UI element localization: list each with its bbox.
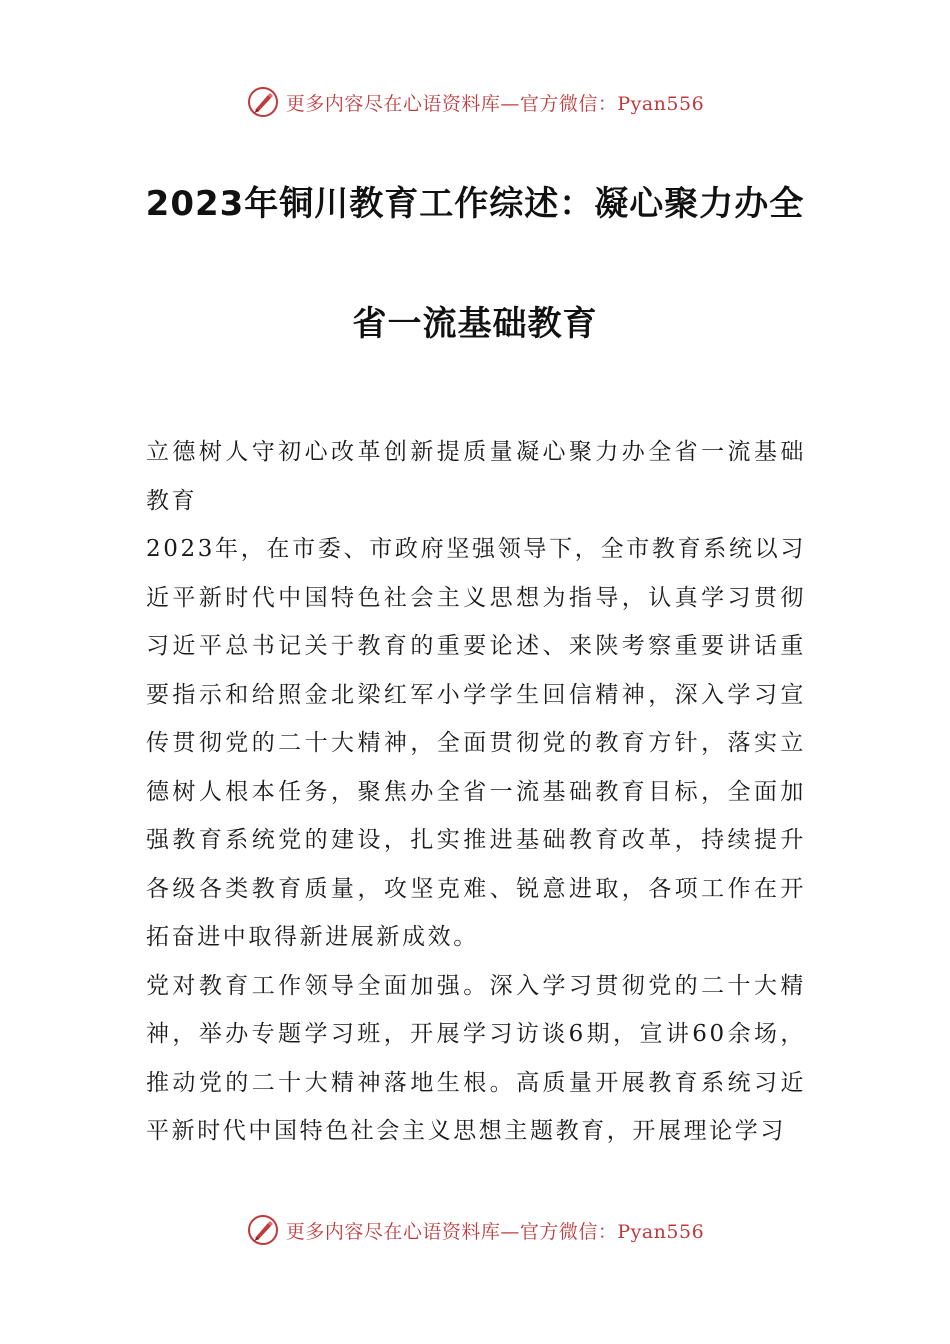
document-title-line-1: 2023年铜川教育工作综述：凝心聚力办全 [145,184,805,224]
paragraph-subtitle: 立德树人守初心改革创新提质量凝心聚力办全省一流基础教育 [146,439,806,514]
pen-logo-icon [246,85,280,119]
pen-logo-icon [246,1213,280,1247]
watermark-text [286,1217,704,1244]
footer-watermark-banner [0,1210,950,1250]
watermark-contact: 官方微信：Pyan556 [519,92,705,115]
header-watermark-banner [0,82,950,122]
watermark-contact: 官方微信：Pyan556 [519,1220,705,1243]
watermark-text [286,89,704,116]
watermark-separator: — [500,1220,520,1243]
paragraph-overview: 2023年，在市委、市政府坚强领导下，全市教育系统以习近平新时代中国特色社会主义思想为指导，认真学习贯彻习近平总书记关于教育的重要论述、来陕考察重要讲话重要指示和给照金北梁红军小学学生回信精神，深入学习宣传贯彻党的二十大精神，全面贯彻党的教育方针，落实立德树人根本任务，聚焦办全省一流基础教育目标，全面加强教育系统党的建设，扎实推进基础教育改革，持续提升各级各类教育质量，攻坚克难、锐意进取，各项工作在开拓奋进中取得新进展新成效。 [146,536,806,950]
watermark-site-name: 更多内容尽在心语资料库 [285,92,501,115]
document-title-line-2: 省一流基础教育 [352,304,598,344]
document-body [146,428,806,1156]
watermark-separator: — [500,92,520,115]
watermark-site-name: 更多内容尽在心语资料库 [285,1220,501,1243]
paragraph-party-leadership: 党对教育工作领导全面加强。深入学习贯彻党的二十大精神，举办专题学习班，开展学习访谈6期，宣讲60余场，推动党的二十大精神落地生根。高质量开展教育系统习近平新时代中国特色社会主义思想主题教育，开展理论学习 [146,972,806,1144]
